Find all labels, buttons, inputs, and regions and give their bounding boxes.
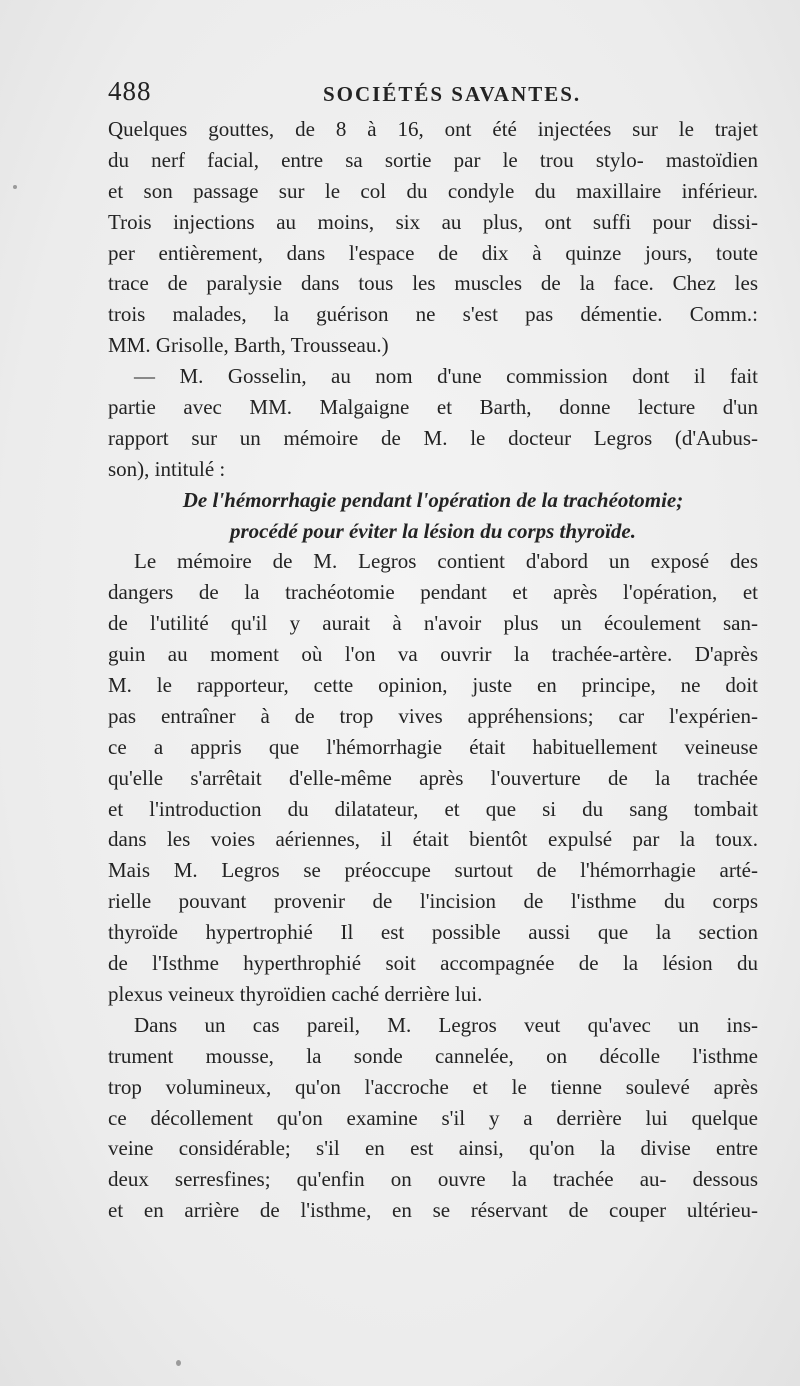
text-line: du nerf facial, entre sa sortie par le trou stylo- mastoïdien xyxy=(108,147,758,172)
text-line: M. le rapporteur, cette opinion, juste en principe, ne doit xyxy=(108,673,758,698)
text-line: rielle pouvant provenir de l'incision de l'isthme du corps xyxy=(108,889,758,914)
text-line: trace de paralysie dans tous les muscles de la face. Chez les xyxy=(108,271,758,296)
text-line: guin au moment où l'on va ouvrir la trachée-artère. D'après xyxy=(108,642,758,667)
text-line: Dans un cas pareil, M. Legros veut qu'avec un ins- xyxy=(134,1012,758,1037)
text-line: Mais M. Legros se préoccupe surtout de l'hémorrhagie arté- xyxy=(108,858,758,883)
page-number: 488 xyxy=(108,76,152,106)
running-head: SOCIÉTÉS SAVANTES. xyxy=(323,82,582,106)
text-line: Quelques gouttes, de 8 à 16, ont été injectées sur le trajet xyxy=(108,117,758,141)
text-line: partie avec MM. Malgaigne et Barth, donne lecture d'un xyxy=(108,395,758,420)
text-line: et l'introduction du dilatateur, et que si du sang tombait xyxy=(108,796,758,821)
paper-speck xyxy=(176,1360,181,1366)
text-line: dans les voies aériennes, il était bientôt expulsé par la toux. xyxy=(108,827,758,852)
text-line: et en arrière de l'isthme, en se réservant de couper ultérieu- xyxy=(108,1198,758,1223)
text-line: MM. Grisolle, Barth, Trousseau.) xyxy=(108,333,389,358)
text-line: pas entraîner à de trop vives appréhensions; car l'expérien- xyxy=(108,703,758,728)
memoir-title-line: procédé pour éviter la lésion du corps thyroïde. xyxy=(230,518,636,543)
text-line: et son passage sur le col du condyle du maxillaire inférieur. xyxy=(108,178,758,203)
text-line: thyroïde hypertrophié Il est possible aussi que la section xyxy=(108,920,758,945)
text-line: rapport sur un mémoire de M. le docteur Legros (d'Aubus- xyxy=(108,425,758,450)
text-line: trop volumineux, qu'on l'accroche et le tienne soulevé après xyxy=(108,1074,758,1099)
text-line: per entièrement, dans l'espace de dix à quinze jours, toute xyxy=(108,240,758,265)
text-line: de l'Isthme hyperthrophié soit accompagnée de la lésion du xyxy=(108,951,758,976)
text-line: Le mémoire de M. Legros contient d'abord un exposé des xyxy=(134,549,758,574)
text-line: ce décollement qu'on examine s'il y a derrière lui quelque xyxy=(108,1105,758,1130)
text-line: veine considérable; s'il en est ainsi, qu'on la divise entre xyxy=(108,1136,758,1161)
text-line: dangers de la trachéotomie pendant et après l'opération, et xyxy=(108,580,758,605)
paper-speck xyxy=(13,185,17,189)
text-line: qu'elle s'arrêtait d'elle-même après l'ouverture de la trachée xyxy=(108,765,758,790)
text-line: trument mousse, la sonde cannelée, on décolle l'isthme xyxy=(108,1043,758,1068)
text-line: — M. Gosselin, au nom d'une commission dont il fait xyxy=(134,364,758,389)
page-header xyxy=(108,76,758,116)
text-line: de l'utilité qu'il y aurait à n'avoir plus un écoulement san- xyxy=(108,611,758,636)
text-line: ce a appris que l'hémorrhagie était habituellement veineuse xyxy=(108,734,758,759)
text-line: deux serresfines; qu'enfin on ouvre la trachée au- dessous xyxy=(108,1167,758,1192)
body-text xyxy=(108,114,758,1226)
text-line: plexus veineux thyroïdien caché derrière lui. xyxy=(108,981,483,1006)
memoir-title-line: De l'hémorrhagie pendant l'opération de la trachéotomie; xyxy=(182,487,684,512)
text-line: Trois injections au moins, six au plus, ont suffi pour dissi- xyxy=(108,209,758,234)
text-line: trois malades, la guérison ne s'est pas démentie. Comm.: xyxy=(108,302,758,327)
text-line: son), intitulé : xyxy=(108,456,226,481)
